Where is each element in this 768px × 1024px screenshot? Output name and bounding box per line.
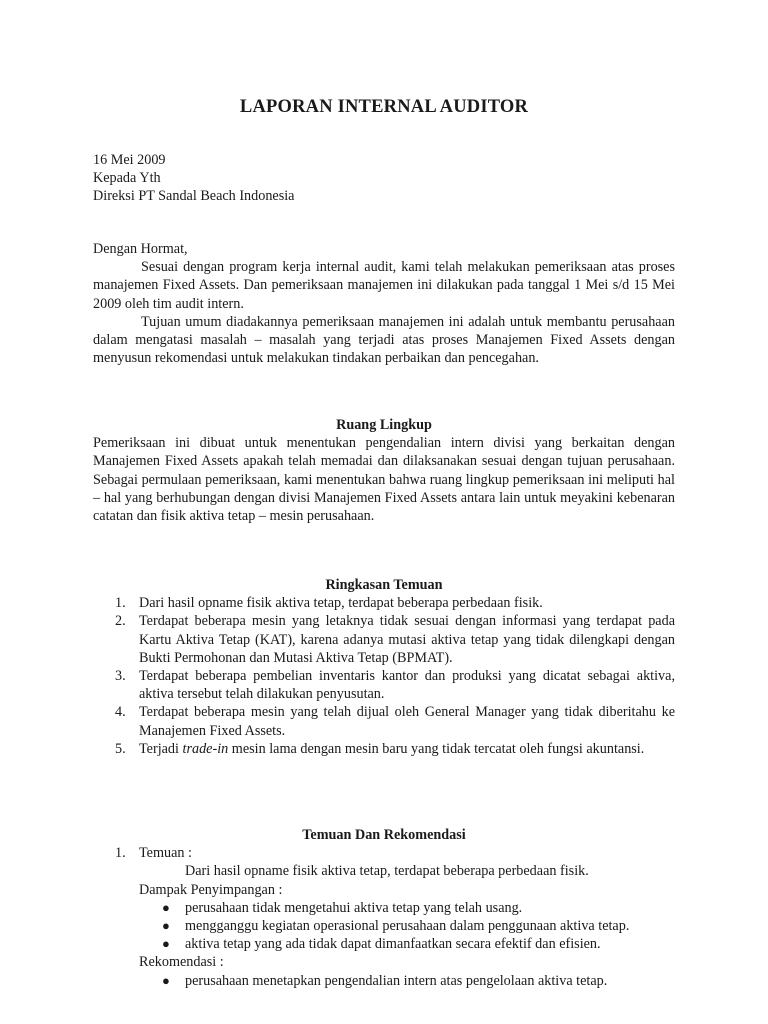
impact-label: Dampak Penyimpangan :	[139, 881, 283, 898]
recommendation-item	[93, 972, 675, 990]
summary-item-number: 4.	[115, 704, 126, 721]
impact-item	[93, 899, 675, 917]
letter-recipient: Direksi PT Sandal Beach Indonesia	[93, 188, 295, 205]
summary-item-text-italic: trade-in	[182, 740, 229, 757]
findings-heading: Temuan Dan Rekomendasi	[302, 827, 466, 843]
finding-item	[93, 844, 675, 862]
summary-item-text-pre: Terjadi	[139, 740, 183, 757]
bullet-icon: ●	[162, 918, 170, 934]
summary-item-text: Terdapat beberapa pembelian inventaris kantor dan produksi yang dicatat sebagai aktiva, aktiva tersebut telah dilakukan penyusutan.	[139, 668, 675, 703]
impact-item-text: mengganggu kegiatan operasional perusahaan dalam penggunaan aktiva tetap.	[185, 918, 630, 935]
greeting: Dengan Hormat,	[93, 241, 188, 257]
impact-list	[93, 899, 675, 954]
impact-item-text: perusahaan tidak mengetahui aktiva tetap yang telah usang.	[185, 899, 523, 916]
summary-item-text: Dari hasil opname fisik aktiva tetap, terdapat beberapa perbedaan fisik.	[139, 595, 543, 612]
finding-item-number: 1.	[115, 845, 126, 862]
bullet-icon: ●	[162, 936, 170, 952]
summary-item	[93, 612, 675, 667]
impact-item	[93, 935, 675, 953]
summary-item	[93, 594, 675, 612]
recommendation-label: Rekomendasi :	[139, 954, 224, 971]
temuan-text: Dari hasil opname fisik aktiva tetap, terdapat beberapa perbedaan fisik.	[185, 863, 589, 880]
document-title: LAPORAN INTERNAL AUDITOR	[239, 97, 529, 117]
intro-paragraph-1: Sesuai dengan program kerja internal audit, kami telah melakukan pemeriksaan atas proses manajemen Fixed Assets. Dan pemeriksaan manajemen ini dilakukan pada tanggal 1 Mei s/d 15 Mei 2009 oleh tim audit intern.	[93, 259, 675, 312]
findings-section	[93, 826, 675, 990]
letter-header	[93, 151, 675, 206]
summary-item-number: 3.	[115, 668, 126, 685]
summary-item	[93, 667, 675, 703]
bullet-icon: ●	[162, 899, 170, 915]
letter-intro	[93, 240, 675, 367]
scope-heading: Ruang Lingkup	[336, 417, 432, 433]
temuan-label: Temuan :	[139, 845, 192, 862]
summary-item-text: Terdapat beberapa mesin yang telah dijual oleh General Manager yang tidak diberitahu ke Manajemen Fixed Assets.	[139, 704, 675, 739]
intro-paragraph-2: Tujuan umum diadakannya pemeriksaan manajemen ini adalah untuk membantu perusahaan dalam mengatasi masalah – masalah yang terjadi atas proses Manajemen Fixed Assets dengan menyusun rekomendasi untuk melakukan tindakan perbaikan dan pencegahan.	[93, 313, 675, 367]
impact-item	[93, 917, 675, 935]
summary-item	[93, 703, 675, 739]
summary-list	[93, 594, 675, 758]
summary-item-number: 2.	[115, 613, 126, 630]
letter-date: 16 Mei 2009	[93, 152, 166, 168]
summary-section	[93, 576, 675, 758]
impact-item-text: aktiva tetap yang ada tidak dapat dimanfaatkan secara efektif dan efisien.	[185, 936, 601, 953]
summary-item-text-post: mesin lama dengan mesin baru yang tidak tercatat oleh fungsi akuntansi.	[228, 740, 645, 757]
bullet-icon: ●	[162, 972, 170, 988]
summary-item-number: 1.	[115, 595, 126, 612]
summary-item-number: 5.	[115, 740, 126, 757]
scope-paragraph: Pemeriksaan ini dibuat untuk menentukan pengendalian intern divisi yang berkaitan dengan Manajemen Fixed Assets apakah telah memadai dan dilaksanakan sesuai dengan tujuan perusahaan. Sebagai permulaan pemeriksaan, kami menentukan bahwa ruang lingkup pemeriksaan ini meliputi hal – hal yang berhubungan dengan divisi Manajemen Fixed Assets antara lain untuk meyakini kebenaran catatan dan fisik aktiva tetap – mesin perusahaan.	[93, 435, 675, 525]
recommendation-item-text: perusahaan menetapkan pengendalian intern atas pengelolaan aktiva tetap.	[185, 972, 608, 989]
scope-section	[93, 416, 675, 525]
letter-to: Kepada Yth	[93, 170, 161, 187]
summary-item	[93, 740, 675, 758]
recommendation-list	[93, 972, 675, 990]
summary-item-text: Terdapat beberapa mesin yang letaknya tidak sesuai dengan informasi yang terdapat pada Kartu Aktiva Tetap (KAT), karena adanya mutasi aktiva tetap yang tidak dilengkapi dengan Bukti Permohonan dan Mutasi Aktiva Tetap (BPMAT).	[139, 613, 675, 666]
summary-heading: Ringkasan Temuan	[325, 577, 443, 593]
